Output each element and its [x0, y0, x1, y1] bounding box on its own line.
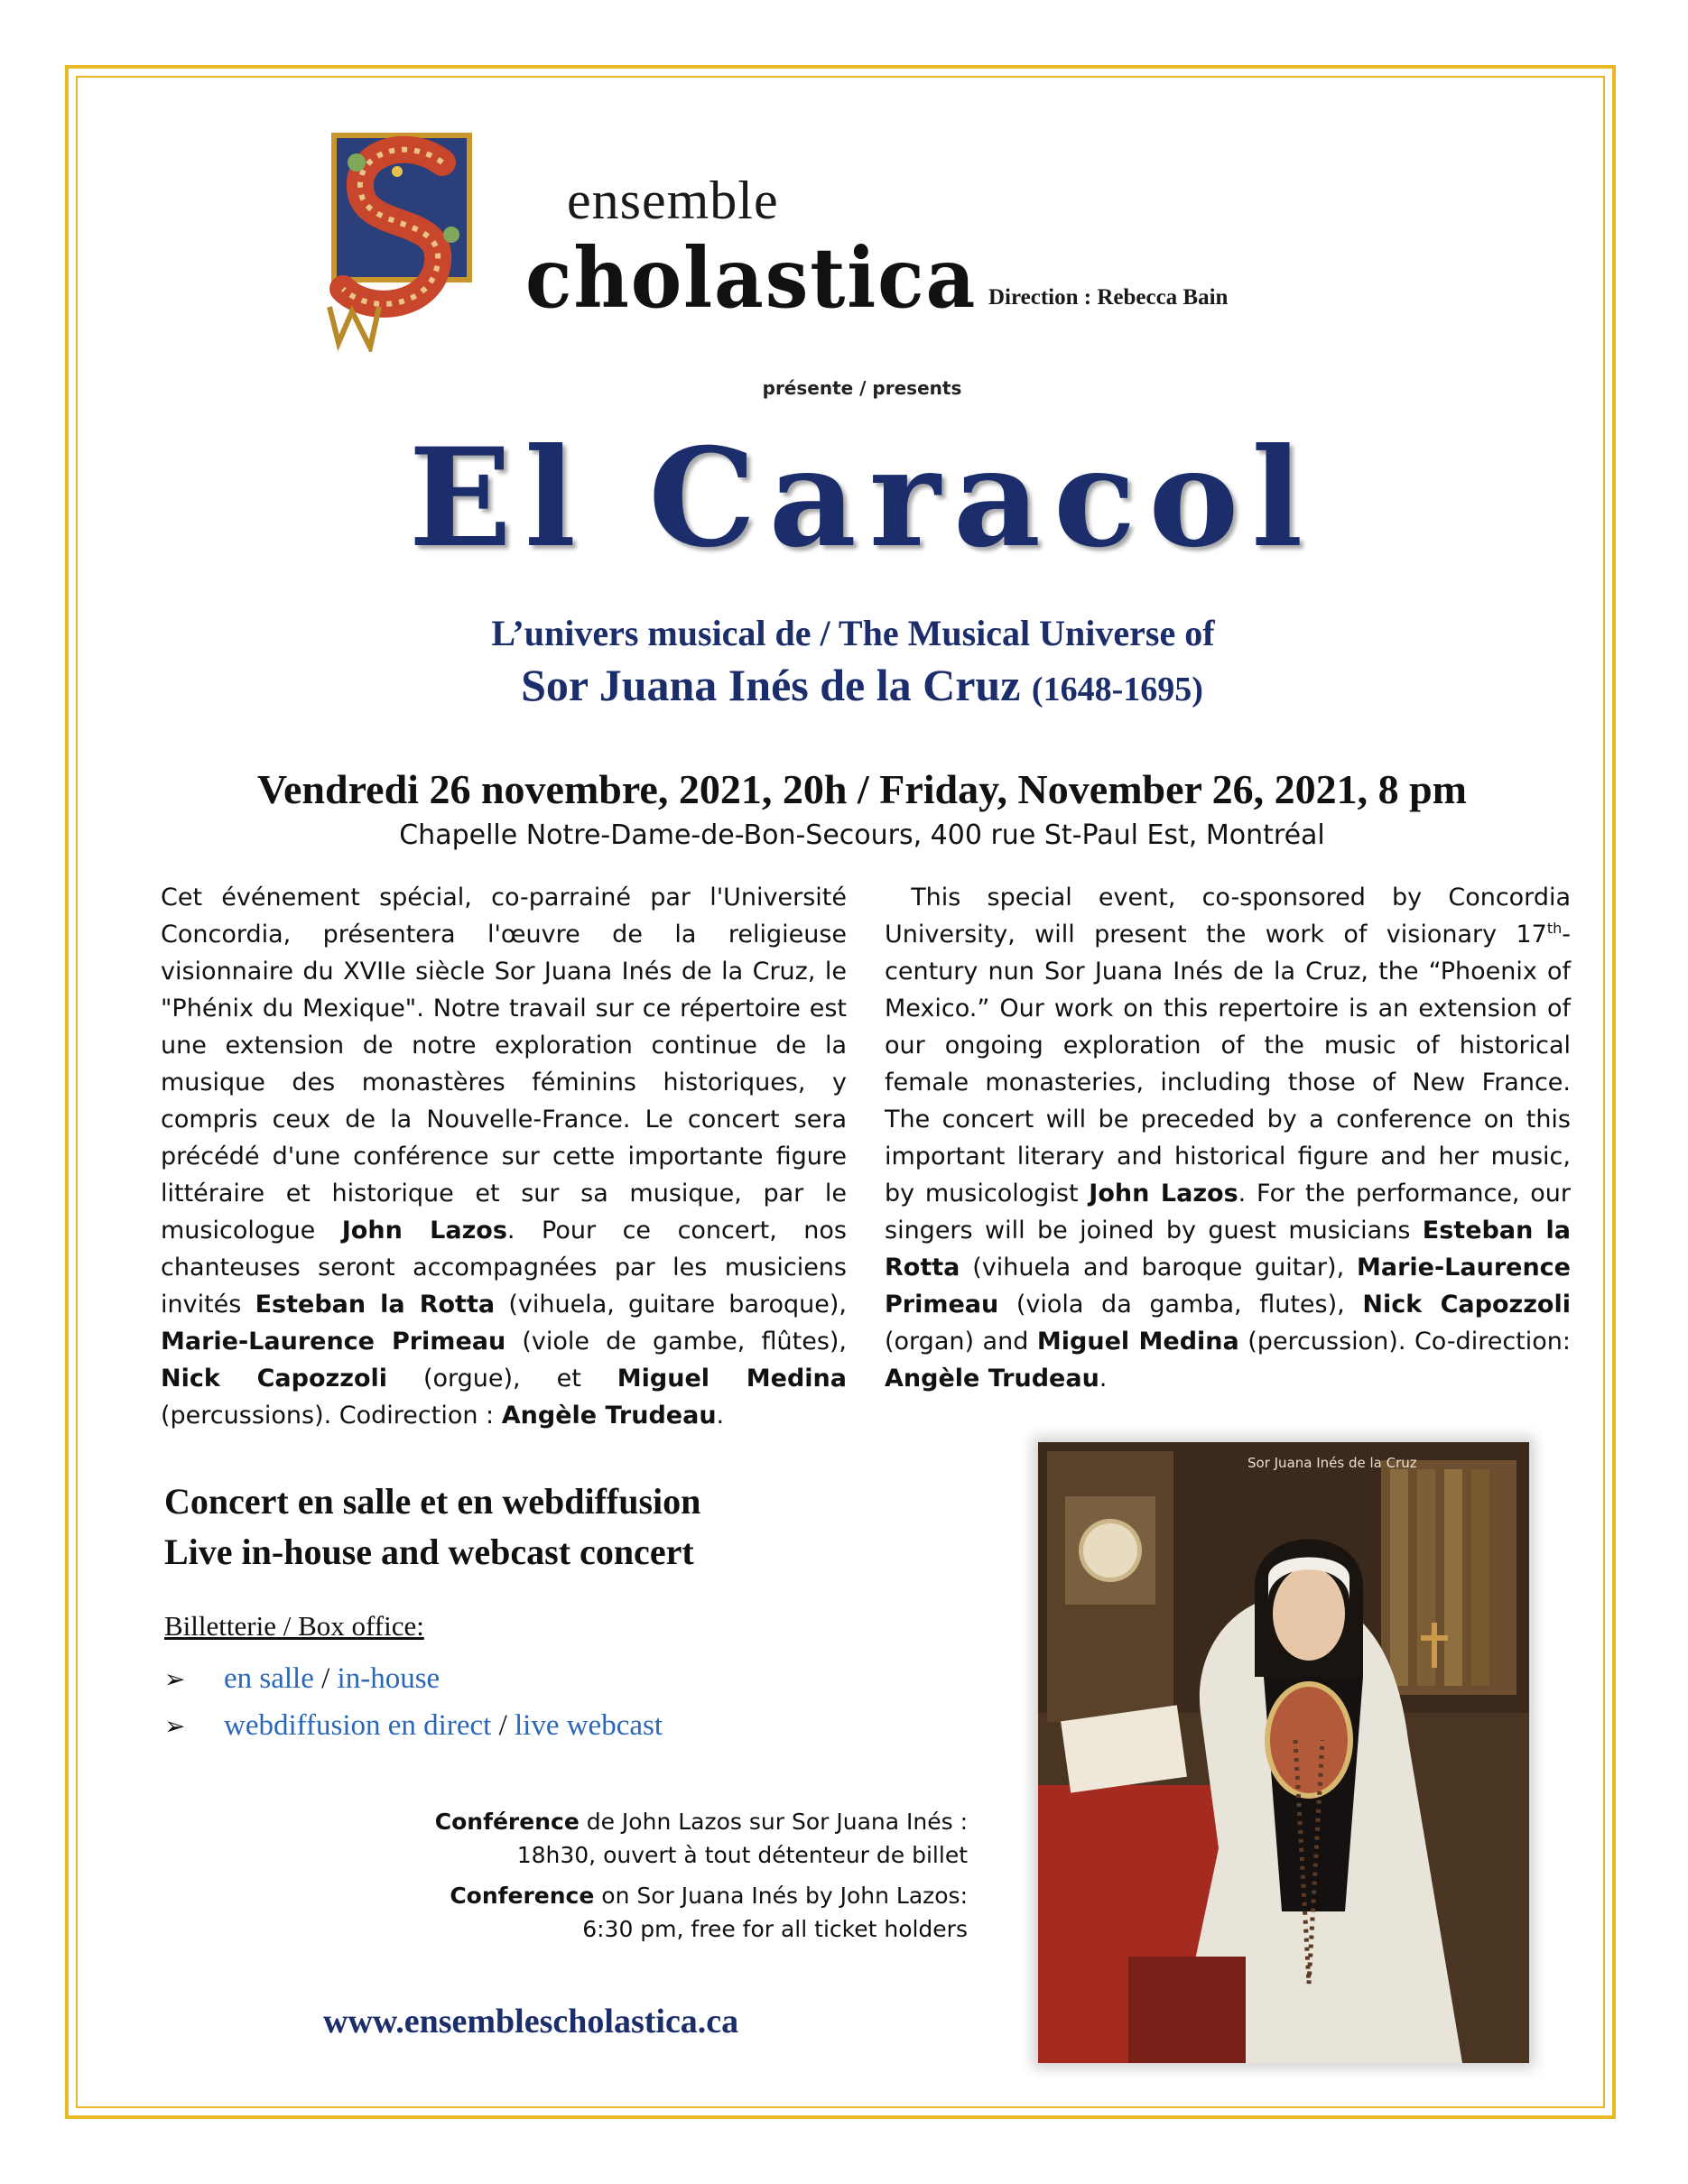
subtitle-name [0, 659, 1688, 711]
arrow-bullet-icon: ➢ [164, 1711, 186, 1741]
conference-info-en: Conference on Sor Juana Inés by John Lazos: 6:30 pm, free for all ticket holders [450, 1883, 968, 1942]
ticket-item-in-house: ➢ en salle / in-house [164, 1662, 441, 1695]
portrait-caption: Sor Juana Inés de la Cruz [1247, 1455, 1417, 1471]
event-date: Vendredi 26 novembre, 2021, 20h / Friday, November 26, 2021, 8 pm [257, 766, 1467, 812]
logo-word-ensemble: ensemble [567, 171, 779, 230]
name-john-lazos: John Lazos [1089, 1180, 1238, 1208]
link-webdiffusion[interactable]: webdiffusion en direct [224, 1709, 492, 1742]
concert-title: El Caracol [408, 419, 1316, 578]
illuminated-s-logo [316, 126, 478, 352]
website-url[interactable]: www.ensemblescholastica.ca [323, 2003, 739, 2041]
link-live-webcast[interactable]: live webcast [514, 1709, 663, 1742]
subtitle-line: L’univers musical de / The Musical Universe of [491, 613, 1215, 653]
conference-info-fr: Conférence de John Lazos sur Sor Juana Inés : 18h30, ouvert à tout détenteur de billet [434, 1809, 968, 1868]
sor-juana-portrait [1038, 1442, 1529, 2063]
direction-credit: Direction : Rebecca Bain [988, 285, 1229, 310]
french-description: Cet événement spécial, co-parrainé par l'Université Concordia, présentera l'œuvre de la religieuse visionnaire du XVIIe siècle Sor Juana Inés de la Cruz, le "Phénix du Mexique". Notre travail sur ce répertoire est une extension de notre exploration continue de la musique des monastères féminins historiques, y compris ceux de la Nouvelle-France. Le concert sera précédé d'une conférence sur cette importante figure littéraire et historique et sur sa musique, par le musicologue John Lazos. Pour ce concert, nos chanteuses seront accompagnées par les musiciens invités Esteban la Rotta (vihuela, guitare baroque), Marie-Laurence Primeau (viole de gambe, flûtes), Nick Capozzoli (orgue), et Miguel Medina (percussions). Codirection : Angèle Trudeau. [161, 884, 847, 1430]
box-office-label: Billetterie / Box office: [164, 1610, 424, 1642]
name-nick: Nick Capozzoli [1362, 1291, 1571, 1319]
name-john-lazos: John Lazos [341, 1217, 507, 1245]
name-marie-laurence: Marie-Laurence Primeau [161, 1328, 506, 1356]
logo-word-scholastica: cholastica [525, 229, 978, 327]
link-in-house[interactable]: in-house [337, 1662, 441, 1695]
presents-label: présente / presents [762, 377, 962, 399]
subtitle-person: Sor Juana Inés de la Cruz [521, 660, 1021, 710]
event-venue: Chapelle Notre-Dame-de-Bon-Secours, 400 rue St-Paul Est, Montréal [399, 819, 1325, 851]
concert-format-en: Live in-house and webcast concert [164, 1532, 694, 1572]
subtitle-years: (1648-1695) [1031, 671, 1203, 708]
name-miguel: Miguel Medina [617, 1365, 847, 1393]
link-en-salle[interactable]: en salle [224, 1662, 314, 1695]
name-miguel: Miguel Medina [1036, 1328, 1239, 1356]
concert-format-fr: Concert en salle et en webdiffusion [164, 1481, 701, 1522]
name-esteban: Esteban la Rotta [255, 1291, 496, 1319]
name-nick: Nick Capozzoli [161, 1365, 387, 1393]
name-marie-laurence: Marie-Laurence Primeau [885, 1254, 1571, 1319]
arrow-bullet-icon: ➢ [164, 1664, 186, 1694]
name-angele: Angèle Trudeau [885, 1365, 1099, 1393]
name-esteban: Esteban la Rotta [885, 1217, 1571, 1282]
english-description: This special event, co-sponsored by Concordia University, will present the work of visionary 17th-century nun Sor Juana Inés de la Cruz, the “Phoenix of Mexico.” Our work on this repertoire is an extension of our ongoing exploration of the music of historical female monasteries, including those of New France. The concert will be preceded by a conference on this important literary and historical figure and her music, by musicologist John Lazos. For the performance, our singers will be joined by guest musicians Esteban la Rotta (vihuela and baroque guitar), Marie-Laurence Primeau (viola da gamba, flutes), Nick Capozzoli (organ) and Miguel Medina (percussion). Co-direction: Angèle Trudeau. [885, 884, 1571, 1393]
portrait-painting [1038, 1442, 1529, 2063]
name-angele: Angèle Trudeau [501, 1402, 717, 1430]
ticket-item-webcast: ➢ webdiffusion en direct / live webcast [164, 1709, 663, 1742]
